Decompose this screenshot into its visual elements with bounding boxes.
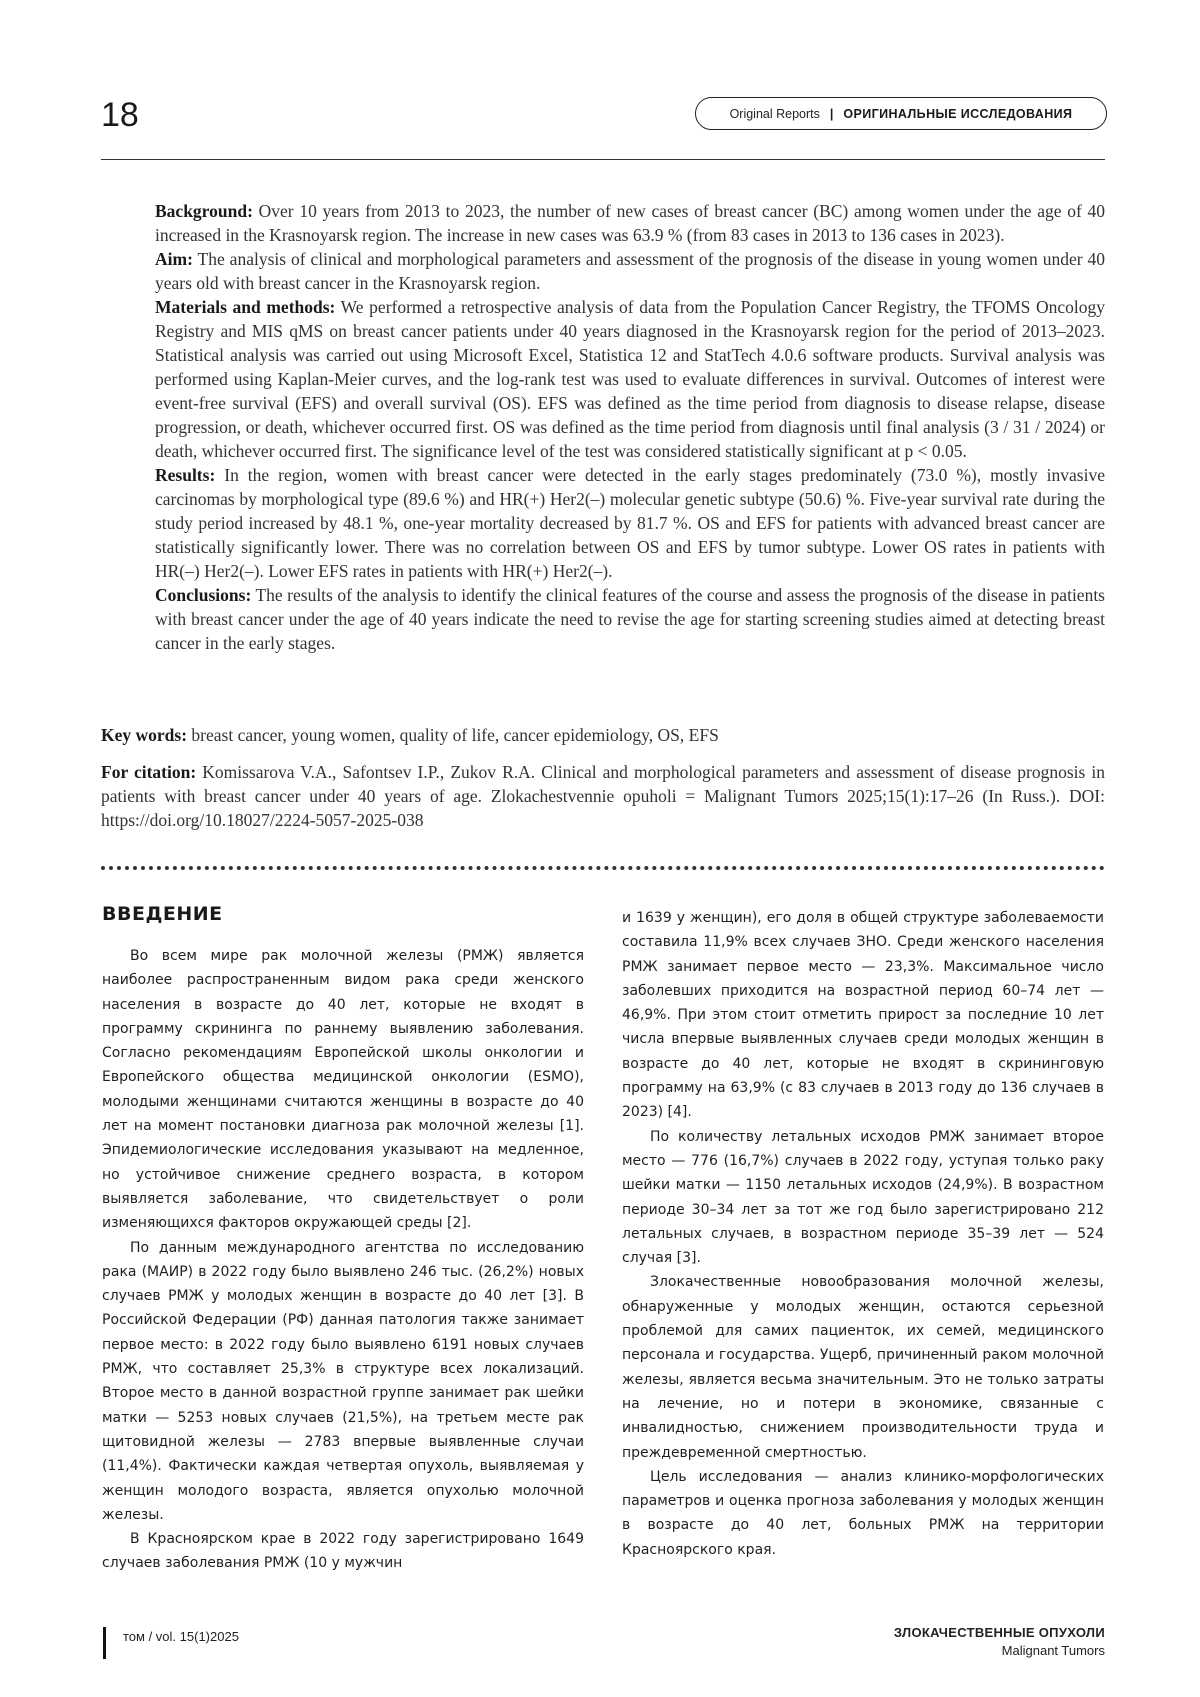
citation-label: For citation:	[101, 762, 197, 782]
abstract-results	[155, 463, 1105, 583]
section-divider-dotted	[101, 866, 1105, 870]
footer-journal-en: Malignant Tumors	[1001, 1643, 1105, 1658]
body-paragraph: По данным международного агентства по исследованию рака (МАИР) в 2022 году было выявлено 246 тыс. (26,2%) новых случаев РМЖ у молодых женщин в возрасте до 40 лет [3]. В Российской Федерации (РФ) данная патология также занимает первое место: в 2022 году было выявлено 6191 новых случаев РМЖ, что составляет 25,3% в структуре всех локализаций. Второе место в данной возрастной группе занимает рак шейки матки — 5253 новых случаев (21,5%), на третьем месте рак щитовидной железы — 2783 впервые выявленные случаи (11,4%). Фактически каждая четвертая опухоль, выявляемая у женщин молодого возраста, является опухолью молочной железы.	[102, 1239, 584, 1523]
results-label: Results:	[155, 465, 216, 485]
methods-text: We performed a retrospective analysis of data from the Population Cancer Registry, the TFOMS Oncology Registry and MIS qMS on breast cancer patients under 40 years diagnosed in the Krasnoyarsk region for the period of 2013–2023. Statistical analysis was carried out using Microsoft Excel, Statistica 12 and StatTech 4.0.6 software products. Survival analysis was performed using Kaplan-Meier curves, and the log-rank test was used to evaluate differences in survival. Outcomes of interest were event-free survival (EFS) and overall survival (OS). EFS was defined as the time period from diagnosis to disease relapse, disease progression, or death, whichever occurred first. OS was defined as the time period from diagnosis until final analysis (3 / 31 / 2024) or death, whichever occurred first. The significance level of the test was considered statistically significant at p < 0.05.	[155, 297, 1106, 461]
footer-journal-ru: ЗЛОКАЧЕСТВЕННЫЕ ОПУХОЛИ	[893, 1625, 1105, 1640]
background-label: Background:	[155, 201, 253, 221]
section-label-ru: ОРИГИНАЛЬНЫЕ ИССЛЕДОВАНИЯ	[843, 106, 1073, 121]
background-text: Over 10 years from 2013 to 2023, the number of new cases of breast cancer (BC) among women under the age of 40 increased in the Krasnoyarsk region. The increase in new cases was 63.9 % (from 83 cases in 2013 to 136 cases in 2023).	[155, 201, 1105, 245]
methods-label: Materials and methods:	[155, 297, 336, 317]
page-number: 18	[101, 96, 139, 134]
section-label-en: Original Reports	[729, 106, 820, 121]
body-column-right	[622, 906, 1104, 1562]
body-column-left	[102, 902, 584, 1576]
abstract-methods	[155, 295, 1105, 463]
footer-journal	[894, 1625, 1105, 1658]
footer-volume: том / vol. 15(1)2025	[123, 1629, 239, 1644]
results-text: In the region, women with breast cancer were detected in the early stages predominately (73.0 %), mostly invasive carcinomas by morphological type (89.6 %) and HR(+) Her2(–) molecular genetic subtype (50.6) %. Five-year survival rate during the study period increased by 48.1 %, one-year mortality decreased by 81.7 %. OS and EFS for patients with advanced breast cancer are statistically significantly lower. There was no correlation between OS and EFS by tumor subtype. Lower OS rates in patients with HR(–) Her2(–). Lower EFS rates in patients with HR(+) Her2(–).	[155, 465, 1105, 581]
section-badge	[695, 97, 1107, 130]
citation-text: Komissarova V.A., Safontsev I.P., Zukov R.A. Clinical and morphological parameters and assessment of disease prognosis in patients with breast cancer under 40 years of age. Zlokachestvennie opuholi = Malignant Tumors 2025;15(1):17–26 (In Russ.). DOI: https://doi.org/10.18027/2224-5057-2025-038	[101, 762, 1105, 830]
header-divider	[101, 159, 1105, 160]
abstract	[155, 199, 1105, 655]
keywords-text: breast cancer, young women, quality of life, cancer epidemiology, OS, EFS	[187, 725, 719, 745]
body-paragraph: и 1639 у женщин), его доля в общей структуре заболеваемости составила 11,9% всех случаев ЗНО. Среди женского населения РМЖ занимает первое место — 23,3%. Максимальное число заболевших приходится на возрастной период 60–74 лет — 46,9%. При этом стоит отметить прирост за последние 10 лет числа впервые выявленных случаев среди молодых женщин в возрасте до 40 лет, которые не входят в скрининговую программу на 63,9% (с 83 случаев в 2013 году до 136 случаев в 2023) [4].	[622, 910, 1104, 1121]
abstract-conclusions	[155, 583, 1105, 655]
body-paragraph: По количеству летальных исходов РМЖ занимает второе место — 776 (16,7%) случаев в 2022 году, уступая только раку шейки матки — 1150 летальных исходов (24,9%). В возрастном периоде 30–34 лет за тот же год было зарегистрировано 212 летальных случаев, в возрастном периоде 35–39 лет — 524 случая [3].	[622, 1128, 1104, 1267]
section-separator: |	[829, 106, 834, 121]
footer-bar	[103, 1627, 106, 1659]
aim-label: Aim:	[155, 249, 193, 269]
conclusions-text: The results of the analysis to identify the clinical features of the course and assess the prognosis of the disease in patients with breast cancer under the age of 40 years indicate the need to revise the age for starting screening studies aimed at detecting breast cancer in the early stages.	[155, 585, 1105, 653]
body-paragraph: Цель исследования — анализ клинико-морфологических параметров и оценка прогноза заболевания у молодых женщин в возрасте до 40 лет, больных РМЖ на территории Красноярского края.	[622, 1468, 1104, 1558]
section-title: ВВЕДЕНИЕ	[102, 903, 223, 925]
conclusions-label: Conclusions:	[155, 585, 252, 605]
body-paragraph: В Красноярском крае в 2022 году зарегистрировано 1649 случаев заболевания РМЖ (10 у мужчин	[102, 1531, 584, 1572]
body-paragraph: Во всем мире рак молочной железы (РМЖ) является наиболее распространенным видом рака среди женского населения в возрасте до 40 лет, которые не входят в программу скрининга по раннему выявлению заболевания. Согласно рекомендациям Европейской школы онкологии и Европейского общества медицинской онкологии (ESMO), молодыми женщинами считаются женщины в возрасте до 40 лет на момент постановки диагноза рак молочной железы [1]. Эпидемиологические исследования указывают на медленное, но устойчивое снижение среднего возраста, в котором выявляется заболевание, что свидетельствует о роли изменяющихся факторов окружающей среды [2].	[102, 948, 584, 1232]
keywords-label: Key words:	[101, 725, 188, 745]
abstract-aim	[155, 247, 1105, 295]
abstract-background	[155, 199, 1105, 247]
citation	[101, 760, 1105, 832]
keywords	[101, 723, 1105, 747]
body-paragraph: Злокачественные новообразования молочной железы, обнаруженные у молодых женщин, остаются серьезной проблемой для самих пациенток, их семей, медицинского персонала и государства. Ущерб, причиненный раком молочной железы, является весьма значительным. Это не только затраты на лечение, но и потери в экономике, связанные с инвалидностью, снижением производительности труда и преждевременной смертностью.	[622, 1274, 1104, 1461]
aim-text: The analysis of clinical and morphological parameters and assessment of the prognosis of the disease in young women under 40 years old with breast cancer in the Krasnoyarsk region.	[155, 249, 1105, 293]
